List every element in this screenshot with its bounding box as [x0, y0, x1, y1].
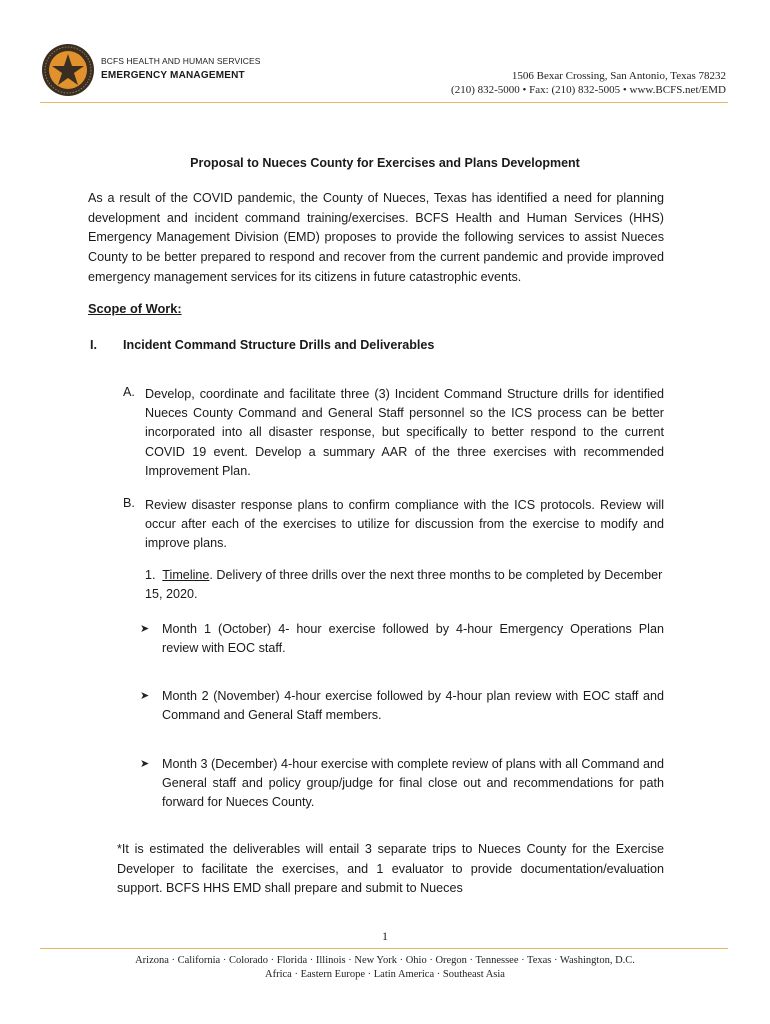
- item-text: Develop, coordinate and facilitate three (3) Incident Command Structure drills for identified Nueces County Command and General Staff personnel so the ICS process can be better incorporated into all disaster response, but specifically to better respond to the current COVID 19 event. Develop a summary AAR of the three exercises with recommended Improvement Plan.: [145, 387, 664, 478]
- footer-locations: Arizona · California · Colorado · Florida · Illinois · New York · Ohio · Oregon · Tennessee · Texas · Washington, D.C.: [135, 955, 635, 966]
- intro-paragraph: As a result of the COVID pandemic, the County of Nueces, Texas has identified a need for planning development and incident command training/exercises. BCFS Health and Human Services (HHS) Emergency Management Division (EMD) proposes to provide the following services to assist Nueces County to be better prepared to respond and recover from the current pandemic and provide improved emergency management services for its citizens in future catastrophic events.: [88, 191, 664, 284]
- star-seal-icon: [41, 43, 95, 97]
- address-line: 1506 Bexar Crossing, San Antonio, Texas 78232: [511, 70, 726, 82]
- estimate-note: *It is estimated the deliverables will entail 3 separate trips to Nueces County for the Exercise Developer to facilitate the exercises, and 1 evaluator to provide documentation/evaluation support. BCFS HHS EMD shall prepare and submit to Nueces: [117, 842, 664, 896]
- bullet-item: Month 3 (December) 4-hour exercise with complete review of plans with all Command and General staff and policy group/judge for final close out and recommendations for path forward for Nueces County.: [162, 757, 664, 810]
- arrow-bullet-icon: ➤: [140, 690, 150, 702]
- arrow-bullet-icon: ➤: [140, 623, 150, 635]
- bullet-item: Month 2 (November) 4-hour exercise followed by 4-hour plan review with EOC staff and Command and General Staff members.: [162, 689, 664, 723]
- item-letter: A.: [123, 385, 135, 399]
- footer-regions: Africa · Eastern Europe · Latin America · Southeast Asia: [265, 969, 505, 980]
- timeline-number: 1.: [145, 568, 156, 582]
- contact-line: (210) 832-5000 • Fax: (210) 832-5005 • www.BCFS.net/EMD: [451, 84, 726, 96]
- section-title: Incident Command Structure Drills and Deliverables: [123, 338, 435, 352]
- org-division: EMERGENCY MANAGEMENT: [101, 70, 245, 81]
- header-divider: [40, 102, 728, 103]
- page-number: 1: [382, 929, 388, 943]
- bullet-item: Month 1 (October) 4- hour exercise followed by 4-hour Emergency Operations Plan review with EOC staff.: [162, 622, 664, 656]
- item-text: Review disaster response plans to confirm compliance with the ICS protocols. Review will occur after each of the exercises to utilize for discussion from the exercise to modify and improve plans.: [145, 498, 664, 551]
- item-letter: B.: [123, 496, 135, 510]
- document-title: Proposal to Nueces County for Exercises and Plans Development: [190, 156, 580, 170]
- footer-divider: [40, 948, 728, 949]
- arrow-bullet-icon: ➤: [140, 758, 150, 770]
- timeline-paragraph: [145, 566, 664, 604]
- scope-heading: Scope of Work:: [88, 301, 182, 316]
- section-number: I.: [90, 338, 97, 352]
- timeline-text: . Delivery of three drills over the next three months to be completed by December 15, 2020.: [145, 568, 663, 602]
- org-name: BCFS HEALTH AND HUMAN SERVICES: [101, 56, 261, 66]
- timeline-label: Timeline: [162, 568, 210, 582]
